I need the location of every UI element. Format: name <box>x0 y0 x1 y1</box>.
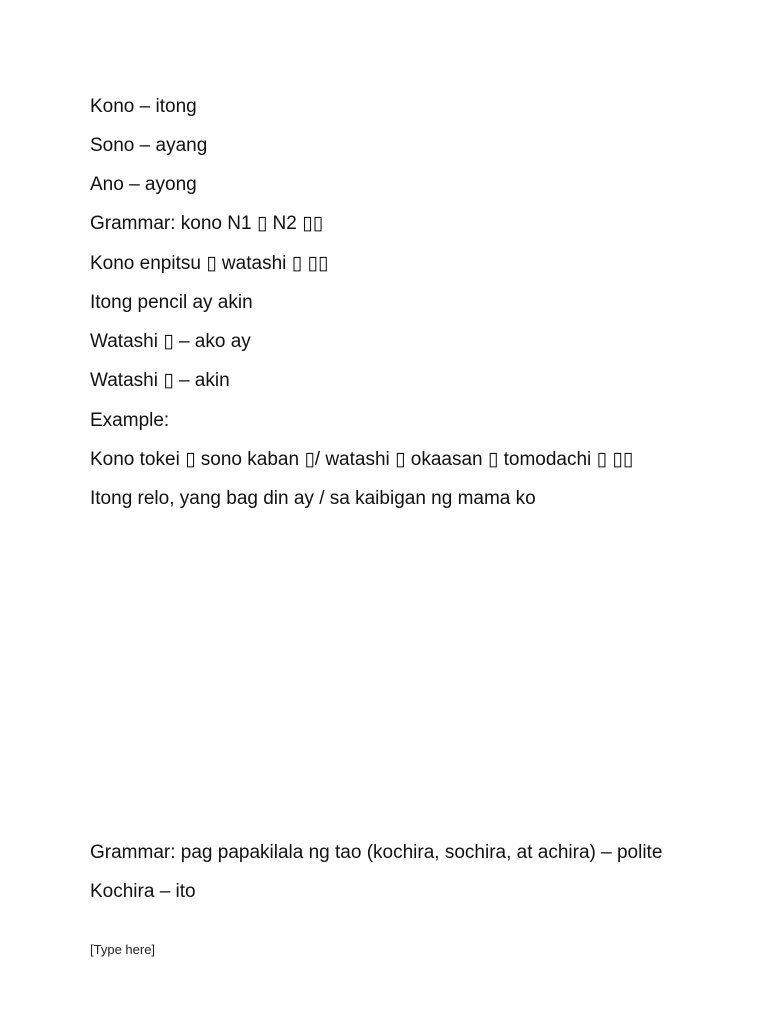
text-line-kono: Kono – itong <box>90 96 197 117</box>
text-line-pencil: Itong pencil ay akin <box>90 292 253 313</box>
text-line-ano: Ano – ayong <box>90 174 197 195</box>
footer-placeholder[interactable]: [Type here] <box>90 942 156 957</box>
text-line-kochira: Kochira – ito <box>90 881 196 902</box>
text-line-enpitsu: Kono enpitsu ▯ watashi ▯ ▯▯ <box>90 253 329 274</box>
text-line-grammar-2: Grammar: pag papakilala ng tao (kochira, sochira, at achira) – polite <box>90 842 663 863</box>
text-line-example: Example: <box>90 410 170 431</box>
text-line-example-tl: Itong relo, yang bag din ay / sa kaibigan ng mama ko <box>90 488 536 509</box>
text-line-sono: Sono – ayang <box>90 135 208 156</box>
text-line-grammar-1: Grammar: kono N1 ▯ N2 ▯▯ <box>90 213 324 234</box>
text-line-example-jp: Kono tokei ▯ sono kaban ▯/ watashi ▯ okaasan ▯ tomodachi ▯ ▯▯ <box>90 449 634 470</box>
text-line-watashi-no: Watashi ▯ – akin <box>90 370 230 391</box>
text-line-watashi-wa: Watashi ▯ – ako ay <box>90 331 251 352</box>
